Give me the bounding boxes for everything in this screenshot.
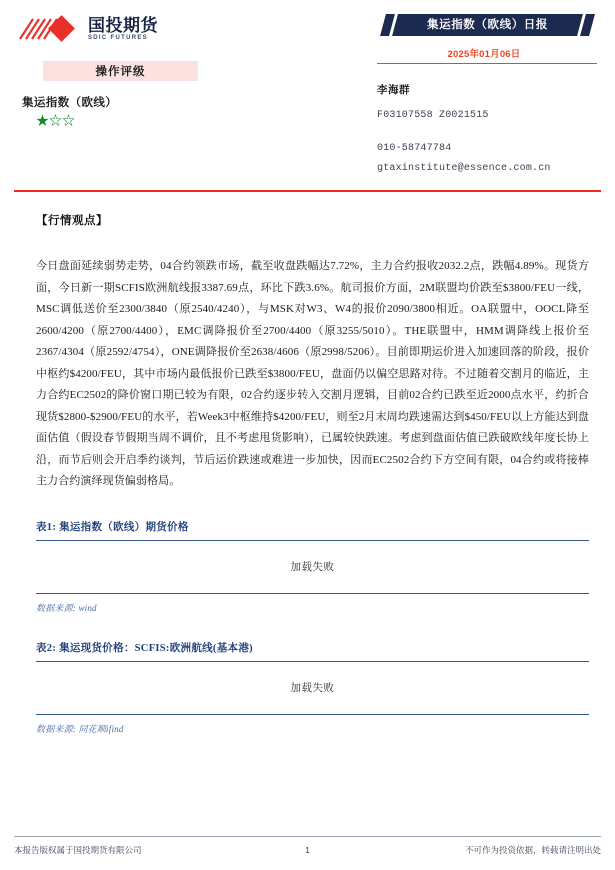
table-block-2: [36, 640, 589, 735]
logo-company-name-cn: 国投期货: [88, 16, 158, 35]
footer-divider: [14, 836, 601, 837]
rating-box-label: 操作评级: [95, 66, 146, 78]
date-underline: [377, 63, 597, 64]
table-2-title: 表2: 集运现货价格：SCFIS:欧洲航线(基本港): [36, 642, 253, 654]
table-2-frame: [36, 661, 589, 715]
analyst-email: gtaxinstitute@essence.com.cn: [377, 163, 551, 174]
report-date: 2025年01月06日: [447, 49, 521, 60]
report-title-banner: [385, 14, 590, 36]
table-1-load-failed-message: 加载失败: [290, 562, 335, 573]
footer-row: [14, 844, 601, 856]
table-1-title: 表1: 集运指数（欧线）期货价格: [36, 521, 189, 533]
analyst-license-id: F03107558 Z0021515: [377, 110, 489, 121]
rating-instrument-label: 集运指数（欧线）: [22, 97, 118, 109]
company-logo: [18, 14, 268, 44]
header-right-column: [377, 14, 597, 174]
header-left-column: [18, 14, 268, 127]
rating-stars: ★☆☆: [36, 113, 76, 128]
report-title: 集运指数（欧线）日报: [427, 19, 548, 31]
table-1-frame: [36, 540, 589, 594]
logo-mark-icon: [18, 16, 84, 42]
analyst-name: 李海群: [377, 85, 410, 96]
footer-copyright: 本报告版权属于国投期货有限公司: [14, 845, 142, 855]
footer-disclaimer: 不可作为投资依据，转载请注明出处: [465, 845, 602, 855]
market-view-heading: 【行情观点】: [36, 215, 108, 227]
table-block-1: [36, 519, 589, 614]
table-2-source: 数据来源: 同花顺ifind: [36, 723, 124, 734]
table-1-source: 数据来源: wind: [36, 602, 97, 613]
footer-page-number: 1: [305, 845, 310, 855]
logo-text: [88, 17, 158, 41]
market-view-paragraph: 今日盘面延续弱势走势，04合约领跌市场，截至收盘跌幅达7.72%，主力合约报收2032.2点，跌幅4.89%。现货方面，今日新一期SCFIS欧洲航线报3387.69点，环比下跌3.6%。航司报价方面，2M联盟均价跌至$3800/FEU一线，MSC调低送价至2300/3840（原2540/4240），与MSK对W3、W4的报价2090/3800相近。OA联盟中，OOCL降至2600/4200（原2700/4400），EMC调降报价至2700/4400（原3255/5010）。THE联盟中，HMM调降线上报价至2367/4304（原2592/4754），ONE调降报价至2638/4606（原2998/5206）。目前即期运价进入加速回落的阶段，报价中枢约$4200/FEU，其中市场内最低报价已跌至$3800/FEU，盘面仍以偏空思路对待。不过随着交割月的临近，主力合约EC2502的降价窗口期已较为有限，02合约逐步转入交割月逻辑，目前02合约已跌至近2000点水平，约折合现货$2800-$2900/FEU的水平，若Week3中枢维持$4200/FEU，则至2月末周均跌速需达到$450/FEU以上方能达到盘面估值（假设春节假期当周不调价，且不考虑甩货影响），已属较快跌速。考虑到盘面估值已跌破欧线年度长协上沿，而节后则会开启季约谈判，节后运价跌速或难进一步加快，因而EC2502合约下方空间有限，04合约或将接棒主力合约演绎现货偏弱格局。: [36, 260, 589, 487]
report-header: [0, 0, 615, 190]
header-divider: [14, 190, 601, 192]
rating-box: [43, 61, 198, 81]
table-2-load-failed-message: 加载失败: [290, 683, 335, 694]
report-footer: [14, 836, 601, 856]
logo-company-name-en: SDIC FUTURES: [88, 35, 148, 41]
analyst-phone: 010-58747784: [377, 143, 452, 154]
report-content: [36, 212, 589, 735]
